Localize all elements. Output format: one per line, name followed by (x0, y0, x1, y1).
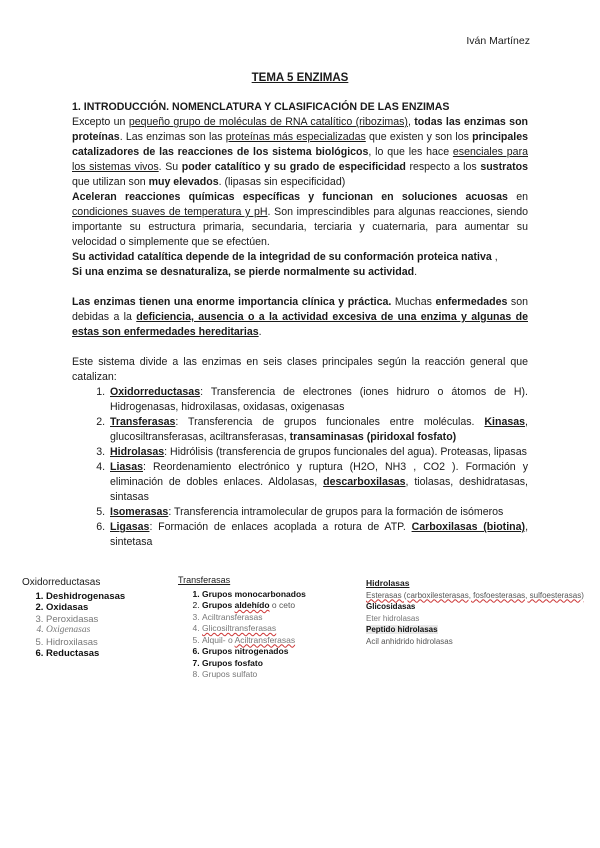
paragraph-6: Este sistema divide a las enzimas en seis clases principales según la reacción general que catalizan: (72, 356, 528, 383)
list-item: 7. Grupos fosfato (202, 658, 306, 670)
paragraph-1: Excepto un pequeño grupo de moléculas de RNA catalítico (ribozimas), todas las enzimas son proteínas. Las enzimas son las proteínas más especializadas que existen y son los principales catalizadores de las reacciones de los sistema biológicos, lo que les hace esenciales para los sistemas vivos. Su poder catalítico y su grado de especificidad respecto a los sustratos que utilizan son muy elevados. (lipasas sin especificidad) (72, 116, 529, 188)
list-item: 1. Oxidorreductasas: Transferencia de electrones (iones hidruro o átomos de H). Hidrogenasas, hidroxilasas, oxidasas, oxigenasas (108, 385, 528, 415)
list-item: 6. Reductasas (46, 648, 125, 660)
list-item: 6. Grupos nitrogenados (202, 646, 306, 658)
list-item: 4. Oxigenasas (46, 625, 125, 637)
list-item: 2. Transferasas: Transferencia de grupos funcionales entre moléculas. Kinasas, glucosiltransferasas, aciltransferasas, transaminasas (piridoxal fosfato) (108, 415, 528, 445)
hidrolasas-column (366, 578, 584, 647)
paragraph-4: Si una enzima se desnaturaliza, se pierde normalmente su actividad. (72, 266, 418, 278)
list-item: 5. Hidroxilasas (46, 637, 125, 649)
enzyme-classes-list (72, 385, 528, 550)
transferasas-column (178, 575, 306, 681)
paragraph-2: Aceleran reacciones químicas específicas y funcionan en soluciones acuosas en condiciones suaves de temperatura y pH. Son imprescindibles para algunas reacciones, siendo importante su estructura primaria, secundaria, terciaria y cuaternaria, para aumentar su velocidad o simplemente que se efectúen. (72, 191, 528, 248)
list-item: 3. Peroxidasas (46, 614, 125, 626)
oxidorreductasas-column (22, 577, 125, 660)
list-item: 2. Oxidasas (46, 602, 125, 614)
list-item: 3. Hidrolasas: Hidrólisis (transferencia de grupos funcionales del agua). Proteasas, lipasas (108, 445, 528, 460)
list-item: Esterasas (carboxilesterasas, fosfoesterasas, sulfoesterasas) (366, 590, 584, 600)
list-item: 8. Grupos sulfato (202, 669, 306, 681)
list-item: Eter hidrolasas (366, 613, 420, 623)
list-item: 2. Grupos aldehído o ceto (202, 600, 306, 612)
author-name: Iván Martínez (466, 35, 530, 47)
column-header: Transferasas (178, 575, 231, 585)
list-item: Acil anhidrido hidrolasas (366, 636, 453, 646)
page-title: TEMA 5 ENZIMAS (251, 72, 349, 84)
list-item: 5. Isomerasas: Transferencia intramolecular de grupos para la formación de isómeros (108, 505, 528, 520)
main-text (72, 100, 528, 550)
section-heading: 1. INTRODUCCIÓN. NOMENCLATURA Y CLASIFICACIÓN DE LAS ENZIMAS (72, 101, 450, 113)
list-item: 1. Deshidrogenasas (46, 591, 125, 603)
list-item: Glicosidasas (366, 602, 416, 611)
list-item: 1. Grupos monocarbonados (202, 589, 306, 601)
paragraph-3: Su actividad catalítica depende de la integridad de su conformación proteica nativa , (72, 251, 498, 263)
list-item: 3. Aciltransferasas (202, 612, 306, 624)
list-item: 5. Alquil- o Aciltransferasas (202, 635, 306, 647)
list-item: 4. Liasas: Reordenamiento electrónico y ruptura (H2O, NH3 , CO2 ). Formación y eliminación de dobles enlaces. Aldolasas, descarboxilasas, tiolasas, deshidratasas, sintasas (108, 460, 528, 505)
list-item: Peptido hidrolasas (366, 625, 438, 634)
column-header: Hidrolasas (366, 578, 410, 588)
list-item: 6. Ligasas: Formación de enlaces acoplada a rotura de ATP. Carboxilasas (biotina), sintetasa (108, 520, 528, 550)
list-item: 4. Glicosiltransferasas (202, 623, 306, 635)
column-header: Oxidorreductasas (22, 577, 101, 588)
paragraph-5: Las enzimas tienen una enorme importancia clínica y práctica. Muchas enfermedades son debidas a la deficiencia, ausencia o a la actividad excesiva de una enzima y algunas de estas son enfermedades hereditarias. (72, 296, 528, 338)
